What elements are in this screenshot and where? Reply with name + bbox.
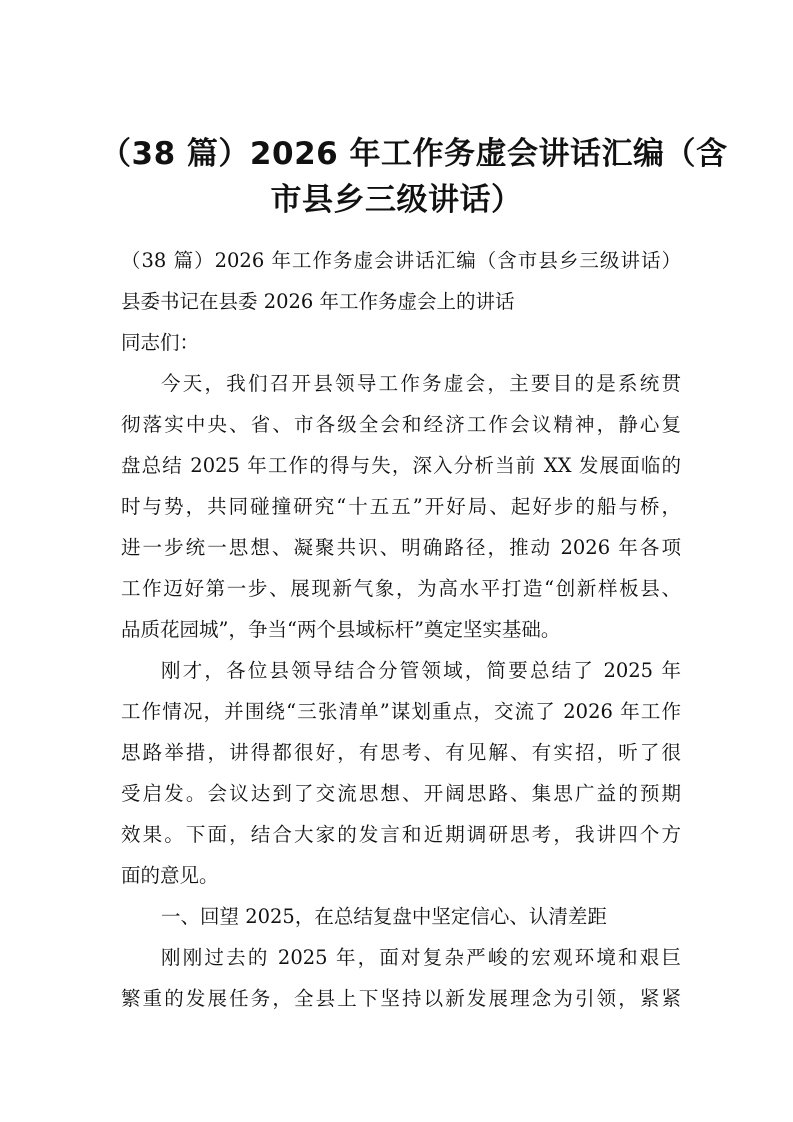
- paragraph-line: 品质花园城”，争当“两个县域标杆”奠定坚实基础。: [121, 618, 561, 641]
- document-title-line-1: （38 篇）2026 年工作务虚会讲话汇编（含: [100, 136, 728, 172]
- paragraph-line: 刚刚过去的 2025 年，面对复杂严峻的宏观环境和艰巨: [161, 946, 681, 969]
- paragraph-line: 彻落实中央、省、市各级全会和经济工作会议精神，静心复: [121, 413, 681, 436]
- paragraph-line: 思路举措，讲得都很好，有思考、有见解、有实招，听了很: [121, 741, 681, 764]
- paragraph-line: 工作情况，并围绕“三张清单”谋划重点，交流了 2026 年工作: [121, 700, 681, 723]
- paragraph-line: 受启发。会议达到了交流思想、开阔思路、集思广益的预期: [121, 782, 681, 805]
- paragraph-line: 进一步统一思想、凝聚共识、明确路径，推动 2026 年各项: [121, 536, 681, 559]
- speech-heading: 县委书记在县委 2026 年工作务虚会上的讲话: [121, 290, 515, 313]
- subtitle-line: （38 篇）2026 年工作务虚会讲话汇编（含市县乡三级讲话）: [121, 249, 681, 272]
- salutation: 同志们：: [121, 331, 200, 354]
- paragraph-line: 效果。下面，结合大家的发言和近期调研思考，我讲四个方: [121, 823, 681, 846]
- paragraph-line: 盘总结 2025 年工作的得与失，深入分析当前 XX 发展面临的: [121, 454, 681, 477]
- paragraph-line: 刚才，各位县领导结合分管领域，简要总结了 2025 年: [161, 659, 681, 682]
- paragraph-line: 面的意见。: [121, 864, 219, 887]
- paragraph-line: 今天，我们召开县领导工作务虚会，主要目的是系统贯: [161, 372, 681, 395]
- section-heading: 一、回望 2025，在总结复盘中坚定信心、认清差距: [161, 905, 607, 928]
- document-title-line-2: 市县乡三级讲话）: [270, 182, 523, 218]
- paragraph-line: 时与势，共同碰撞研究“十五五”开好局、起好步的船与桥，: [121, 495, 681, 518]
- paragraph-line: 工作迈好第一步、展现新气象，为高水平打造“创新样板县、: [121, 577, 681, 600]
- paragraph-line: 繁重的发展任务，全县上下坚持以新发展理念为引领，紧紧: [121, 987, 681, 1010]
